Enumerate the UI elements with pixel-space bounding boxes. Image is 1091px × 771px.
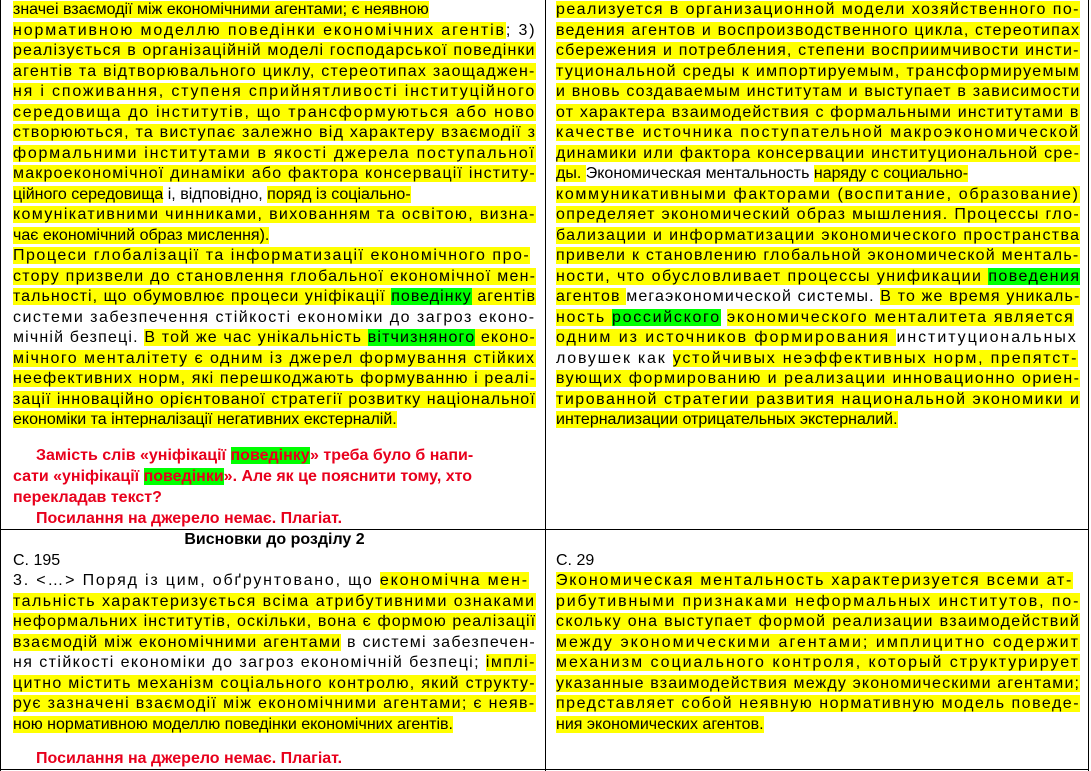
highlight-yellow: тальності, що обумовлює процеси уніфікації	[13, 288, 392, 305]
text-line	[556, 205, 1080, 226]
plagiarism-note: Посилання на джерело немає. Плагіат.	[36, 750, 343, 767]
page-reference: С. 29	[556, 551, 595, 569]
text-line	[556, 633, 1080, 654]
highlight-yellow: и вновь создаваемым институтам и выступает в зависимости	[556, 83, 1080, 100]
text-line	[556, 328, 1078, 349]
text-line	[556, 41, 1080, 62]
highlight-yellow: створюються, та виступає залежно від характеру взаємодії з	[13, 124, 536, 141]
text-line	[13, 287, 536, 308]
highlight-yellow: стору призвели до становлення глобальної економічної мен-	[13, 267, 536, 285]
highlight-green: поведения	[988, 267, 1080, 285]
text-line	[556, 123, 1080, 144]
highlight-yellow: скольку она выступает формой реализации взаимодействий	[556, 613, 1080, 630]
text-run: Экономическая ментальность	[585, 165, 814, 182]
highlight-yellow: рибутивными признаками неформальных институтов, по-	[556, 592, 1080, 610]
highlight-yellow: ность	[556, 308, 613, 326]
text-line	[556, 410, 898, 431]
text-line	[13, 390, 536, 411]
highlight-yellow: ною нормативною моделлю поведінки економічних агентів.	[13, 715, 453, 733]
highlight-yellow: ности, что обусловливает процессы унификации	[556, 267, 989, 285]
text-line	[13, 349, 536, 370]
highlight-green: поведінки	[143, 468, 224, 485]
highlight-green: вітчизняного	[367, 329, 476, 346]
highlight-yellow: интернализации отрицательных экстерналий.	[556, 411, 898, 428]
text-run: ня стійкості економіки до загроз економічній безпеці;	[13, 654, 486, 671]
text-line	[556, 82, 1080, 103]
highlight-yellow: качестве источника поступательной макроэкономической	[556, 124, 1080, 141]
highlight-yellow: Процеси глобалізації та інформатизації економічного про-	[13, 247, 531, 264]
highlight-yellow: динамики или фактора консервации институциональной сре-	[556, 144, 1080, 162]
highlight-yellow: поряд із соціально-	[267, 185, 411, 203]
comment-line	[36, 509, 342, 528]
page-reference: С. 195	[13, 551, 61, 569]
text-line	[13, 82, 536, 103]
text-line	[13, 123, 536, 144]
text-line	[13, 694, 536, 715]
text-line	[13, 328, 536, 349]
section-heading: Висновки до розділу 2	[184, 531, 365, 548]
text-line	[13, 267, 536, 288]
text-line	[13, 633, 536, 654]
highlight-yellow: реализуется в организационной модели хозяйственного по-	[556, 1, 1080, 18]
highlight-yellow: между экономическими агентами; имплицитно содержит	[556, 633, 1080, 651]
highlight-yellow: неформальних інститутів, оскільки, вона є формою реалізації	[13, 613, 536, 630]
text-run: перекладав текст?	[13, 489, 162, 506]
left-bottom-cell	[13, 530, 536, 768]
highlight-yellow: бализации и информатизации экономического пространства	[556, 226, 1080, 244]
text-line	[13, 571, 529, 592]
text-line	[556, 164, 968, 185]
highlight-yellow: нормативною моделлю поведінки економічних агентів	[13, 21, 506, 39]
highlight-yellow: імплі-	[485, 654, 536, 671]
highlight-yellow: цитно містить механізм соціального контролю, який структу-	[13, 674, 536, 692]
text-line	[13, 41, 536, 62]
table-border-bottom	[0, 769, 1089, 770]
text-line	[13, 144, 536, 165]
highlight-yellow: еконо-	[475, 329, 536, 346]
highlight-yellow: мічного менталітету є одним із джерел формування стійких	[13, 349, 536, 367]
highlight-yellow: неефективних норм, які перешкоджають формуванню і реалі-	[13, 370, 536, 387]
text-line	[13, 369, 536, 390]
text-run: мегаэкономической системы.	[626, 288, 881, 305]
highlight-yellow: середовища до інститутів, що трансформуються або ново	[13, 103, 536, 121]
highlight-yellow: чає економічний образ мислення).	[13, 226, 270, 244]
highlight-green: поведінку	[391, 288, 472, 305]
text-line	[556, 349, 1078, 370]
text-line	[13, 715, 453, 736]
highlight-yellow: комунікативними чинниками, вихованням та освітою, визна-	[13, 206, 536, 223]
text-line	[556, 287, 1080, 308]
text-line	[13, 185, 411, 206]
table-border-left	[0, 0, 1, 771]
text-run: » треба було б напи-	[310, 447, 474, 464]
text-line	[556, 653, 1080, 674]
highlight-yellow: зації інноваційно орієнтованої стратегії розвитку національної	[13, 390, 536, 408]
text-line	[556, 694, 1080, 715]
highlight-yellow: реалізується в організаційній моделі господарської поведінки	[13, 42, 536, 59]
highlight-yellow: наряду с социально-	[813, 165, 969, 182]
text-line	[556, 715, 764, 736]
highlight-yellow: сбережения и потребления, степени восприимчивости инсти-	[556, 42, 1080, 59]
text-line	[556, 144, 1080, 165]
right-top-cell	[556, 0, 1080, 528]
text-run: Замість слів «уніфікації	[36, 447, 231, 464]
text-line	[13, 653, 536, 674]
highlight-yellow: от характера взаимодействия с формальными институтами в	[556, 103, 1080, 121]
highlight-yellow: формальними інститутами в якості джерела поступальної	[13, 144, 536, 162]
highlight-yellow: ційного середовища	[13, 185, 164, 203]
highlight-yellow: взаємодій між економічними агентами	[13, 633, 342, 651]
text-line	[556, 592, 1080, 613]
highlight-yellow: вующих формированию и реализации инновационно ориен-	[556, 370, 1080, 387]
highlight-yellow: значеі взаємодії між економічними агентами; є неявною	[13, 1, 429, 18]
text-line	[13, 592, 536, 613]
highlight-yellow: указанные взаимодействия между экономическими агентами;	[556, 674, 1080, 692]
text-run: в системі забезпечен-	[341, 633, 536, 651]
text-run: системи забезпечення стійкості економіки до загроз еконо-	[13, 308, 536, 326]
highlight-yellow: туциональной среды к импортируемым, трансформируемым	[556, 62, 1080, 80]
text-run: Посилання на джерело немає. Плагіат.	[36, 510, 343, 527]
text-run: ; 3)	[505, 21, 536, 39]
highlight-yellow: коммуникативными факторами (воспитание, образование)	[556, 185, 1080, 203]
comment-line	[36, 446, 473, 467]
highlight-yellow: макроекономічної динаміки або фактора консервації інститу-	[13, 165, 536, 182]
text-line	[556, 369, 1080, 390]
text-line	[13, 246, 530, 267]
table-column-divider	[545, 0, 546, 771]
text-line	[556, 0, 1080, 21]
text-line	[556, 390, 1080, 411]
highlight-yellow: В то же время уникаль-	[880, 288, 1080, 305]
highlight-green: поведінку	[230, 447, 311, 464]
text-run: ловушек как	[556, 349, 673, 367]
text-line	[13, 205, 536, 226]
text-line	[556, 674, 1080, 695]
highlight-yellow: економічна мен-	[379, 572, 529, 589]
highlight-yellow: определяет экономический образ мышления. Процессы гло-	[556, 206, 1080, 223]
highlight-yellow: тированной стратегии развития национальной экономики и	[556, 390, 1080, 408]
text-run: і, відповідно,	[163, 185, 268, 203]
text-line	[556, 267, 1080, 288]
highlight-yellow: ния экономических агентов.	[556, 715, 764, 733]
highlight-yellow: ведения агентов и воспроизводственного цикла, стереотипах	[556, 21, 1080, 39]
text-line	[13, 410, 397, 431]
right-bottom-cell	[556, 530, 1080, 768]
text-line	[13, 62, 536, 83]
highlight-yellow: агентів та відтворювального циклу, стереотипах заощаджен-	[13, 62, 536, 80]
comment-line	[13, 467, 472, 488]
highlight-yellow: В той же час унікальність	[144, 329, 368, 346]
text-line	[556, 185, 1080, 206]
highlight-yellow: экономического менталитета является	[726, 308, 1075, 326]
highlight-yellow: ня і споживання, ступеня сприйнятливості інституційного	[13, 83, 536, 100]
text-line	[556, 571, 1073, 592]
text-line	[556, 308, 1074, 329]
highlight-yellow: одним из источников формирования	[556, 329, 897, 346]
text-line	[13, 308, 536, 329]
highlight-yellow: агентов	[556, 288, 627, 305]
text-line	[556, 612, 1080, 633]
text-run: мічній безпеці.	[13, 329, 145, 346]
text-line	[13, 612, 536, 633]
highlight-yellow: представляет собой неявную нормативную модель поведе-	[556, 695, 1080, 712]
highlight-yellow: агентів	[471, 288, 536, 305]
highlight-yellow: привели к становлению глобальной экономической менталь-	[556, 247, 1080, 264]
highlight-yellow: рує зазначені взаємодії між економічними агентами; є неяв-	[13, 695, 536, 712]
text-line	[556, 62, 1080, 83]
comment-line	[13, 488, 162, 509]
highlight-yellow: Экономическая ментальность характеризуется всеми ат-	[556, 572, 1074, 589]
text-run: 3. <…> Поряд із цим, обґрунтовано, що	[13, 572, 380, 589]
highlight-yellow: ды.	[556, 165, 586, 182]
left-top-cell	[13, 0, 536, 528]
highlight-yellow: механизм социального контроля, который структурирует	[556, 654, 1080, 671]
text-line	[13, 164, 536, 185]
text-run: сати «уніфікації	[13, 468, 144, 485]
text-line	[556, 103, 1080, 124]
text-line	[13, 226, 269, 247]
text-line	[13, 21, 536, 42]
text-line	[556, 246, 1080, 267]
table-border-right	[1088, 0, 1089, 771]
text-line	[13, 103, 536, 124]
text-line	[13, 674, 536, 695]
highlight-yellow: устойчивых неэффективных норм, препятст-	[672, 349, 1079, 367]
text-line	[556, 21, 1080, 42]
text-line	[556, 226, 1080, 247]
highlight-yellow: економіки та інтерналізації негативних екстерналій.	[13, 411, 397, 428]
highlight-yellow: тальність характеризується всіма атрибутивними ознаками	[13, 592, 536, 610]
text-line	[13, 0, 429, 21]
highlight-green: российского	[612, 308, 721, 326]
text-run: институциональных	[896, 329, 1078, 346]
text-run: ». Але як це пояснити тому, хто	[223, 468, 473, 485]
